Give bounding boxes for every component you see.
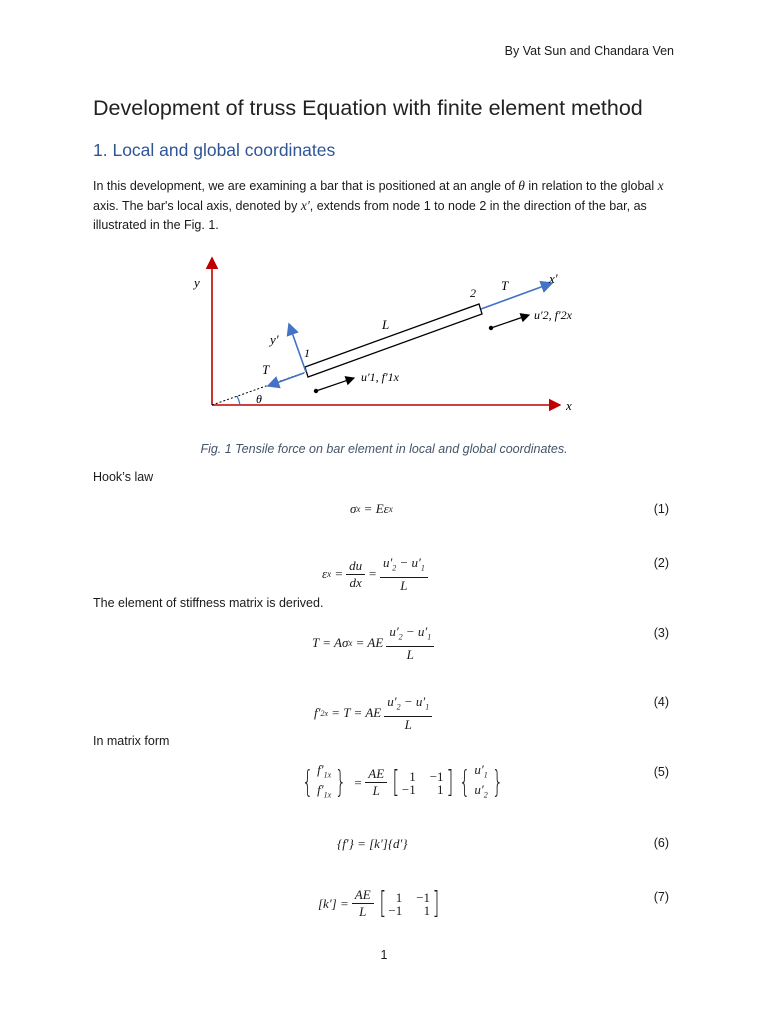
- matrix-form-label: In matrix form: [93, 734, 170, 748]
- node1-displacement-arrow: [316, 378, 354, 391]
- stiffness-label: The element of stiffness matrix is derived.: [93, 596, 324, 610]
- local-y-label: y′: [270, 332, 279, 347]
- equation-7-number: (7): [653, 890, 669, 904]
- axis-x-label: x: [566, 398, 572, 413]
- equation-3-number: (3): [653, 626, 669, 640]
- section-heading: 1. Local and global coordinates: [93, 140, 336, 160]
- local-x-label: x′: [549, 271, 558, 286]
- hooks-law-label: Hook’s law: [93, 470, 154, 484]
- bar-element: [305, 304, 482, 377]
- equation-2: ε x = $\frac{du}{dx}$ = $\frac{u'_2 - u'_1}{L}$: [322, 556, 431, 593]
- equation-4-number: (4): [653, 695, 669, 709]
- equation-3: T = Aσ x = AE $\frac{u'_2 - u'_1}{L}$: [312, 625, 437, 662]
- equation-6-number: (6): [653, 836, 669, 850]
- node2-displacement-arrow: [491, 315, 529, 328]
- angle-label: θ: [256, 392, 262, 406]
- figure-truss-diagram: [0, 0, 768, 440]
- equation-7: [k′] = $\frac{AE}{L}$ [ 1 −1 −1 1 ]: [318, 885, 440, 921]
- equation-1: σ x = Eε x: [350, 501, 393, 516]
- node2-label: 2: [470, 286, 476, 300]
- page-title: Development of truss Equation with finite element method: [93, 96, 643, 120]
- local-x-axis: [481, 283, 552, 309]
- node1-label: 1: [304, 346, 310, 360]
- equation-5: { $f'_{1x}$ $f'_{1x}$ } = $\frac{AE}{L}$ [ 1 −1 −1 1 ] { $u'_1$ $u'_2$ }: [301, 762, 503, 800]
- node1-disp-label: u′1, f′1x: [361, 370, 399, 384]
- equation-4: f′ 2x = T = AE $\frac{u'_2 - u'_1}{L}$: [314, 695, 435, 732]
- node2-disp-label: u′2, f′2x: [534, 308, 572, 322]
- length-label: L: [382, 317, 390, 332]
- axis-y-label: y: [194, 275, 200, 290]
- equation-1-number: (1): [653, 502, 669, 516]
- tensile-force-left-arrow: [268, 373, 304, 386]
- figure-caption: Fig. 1 Tensile force on bar element in local and global coordinates.: [200, 442, 568, 456]
- intro-paragraph: In this development, we are examining a bar that is positioned at an angle of θ in relation to the global x axis. The bar's local axis, denoted by x′, extends from node 1 to node 2 in the direction of the bar, as illustrated in the Fig. 1.: [93, 178, 664, 232]
- equation-6: {f′} = [k′]{d′}: [337, 836, 408, 851]
- force-left-label: T: [262, 362, 270, 377]
- force-right-label: T: [501, 278, 509, 293]
- angle-arc: [237, 396, 240, 405]
- page-number: 1: [380, 948, 388, 962]
- equation-2-number: (2): [653, 556, 669, 570]
- equation-5-number: (5): [653, 765, 669, 779]
- byline: By Vat Sun and Chandara Ven: [504, 44, 674, 58]
